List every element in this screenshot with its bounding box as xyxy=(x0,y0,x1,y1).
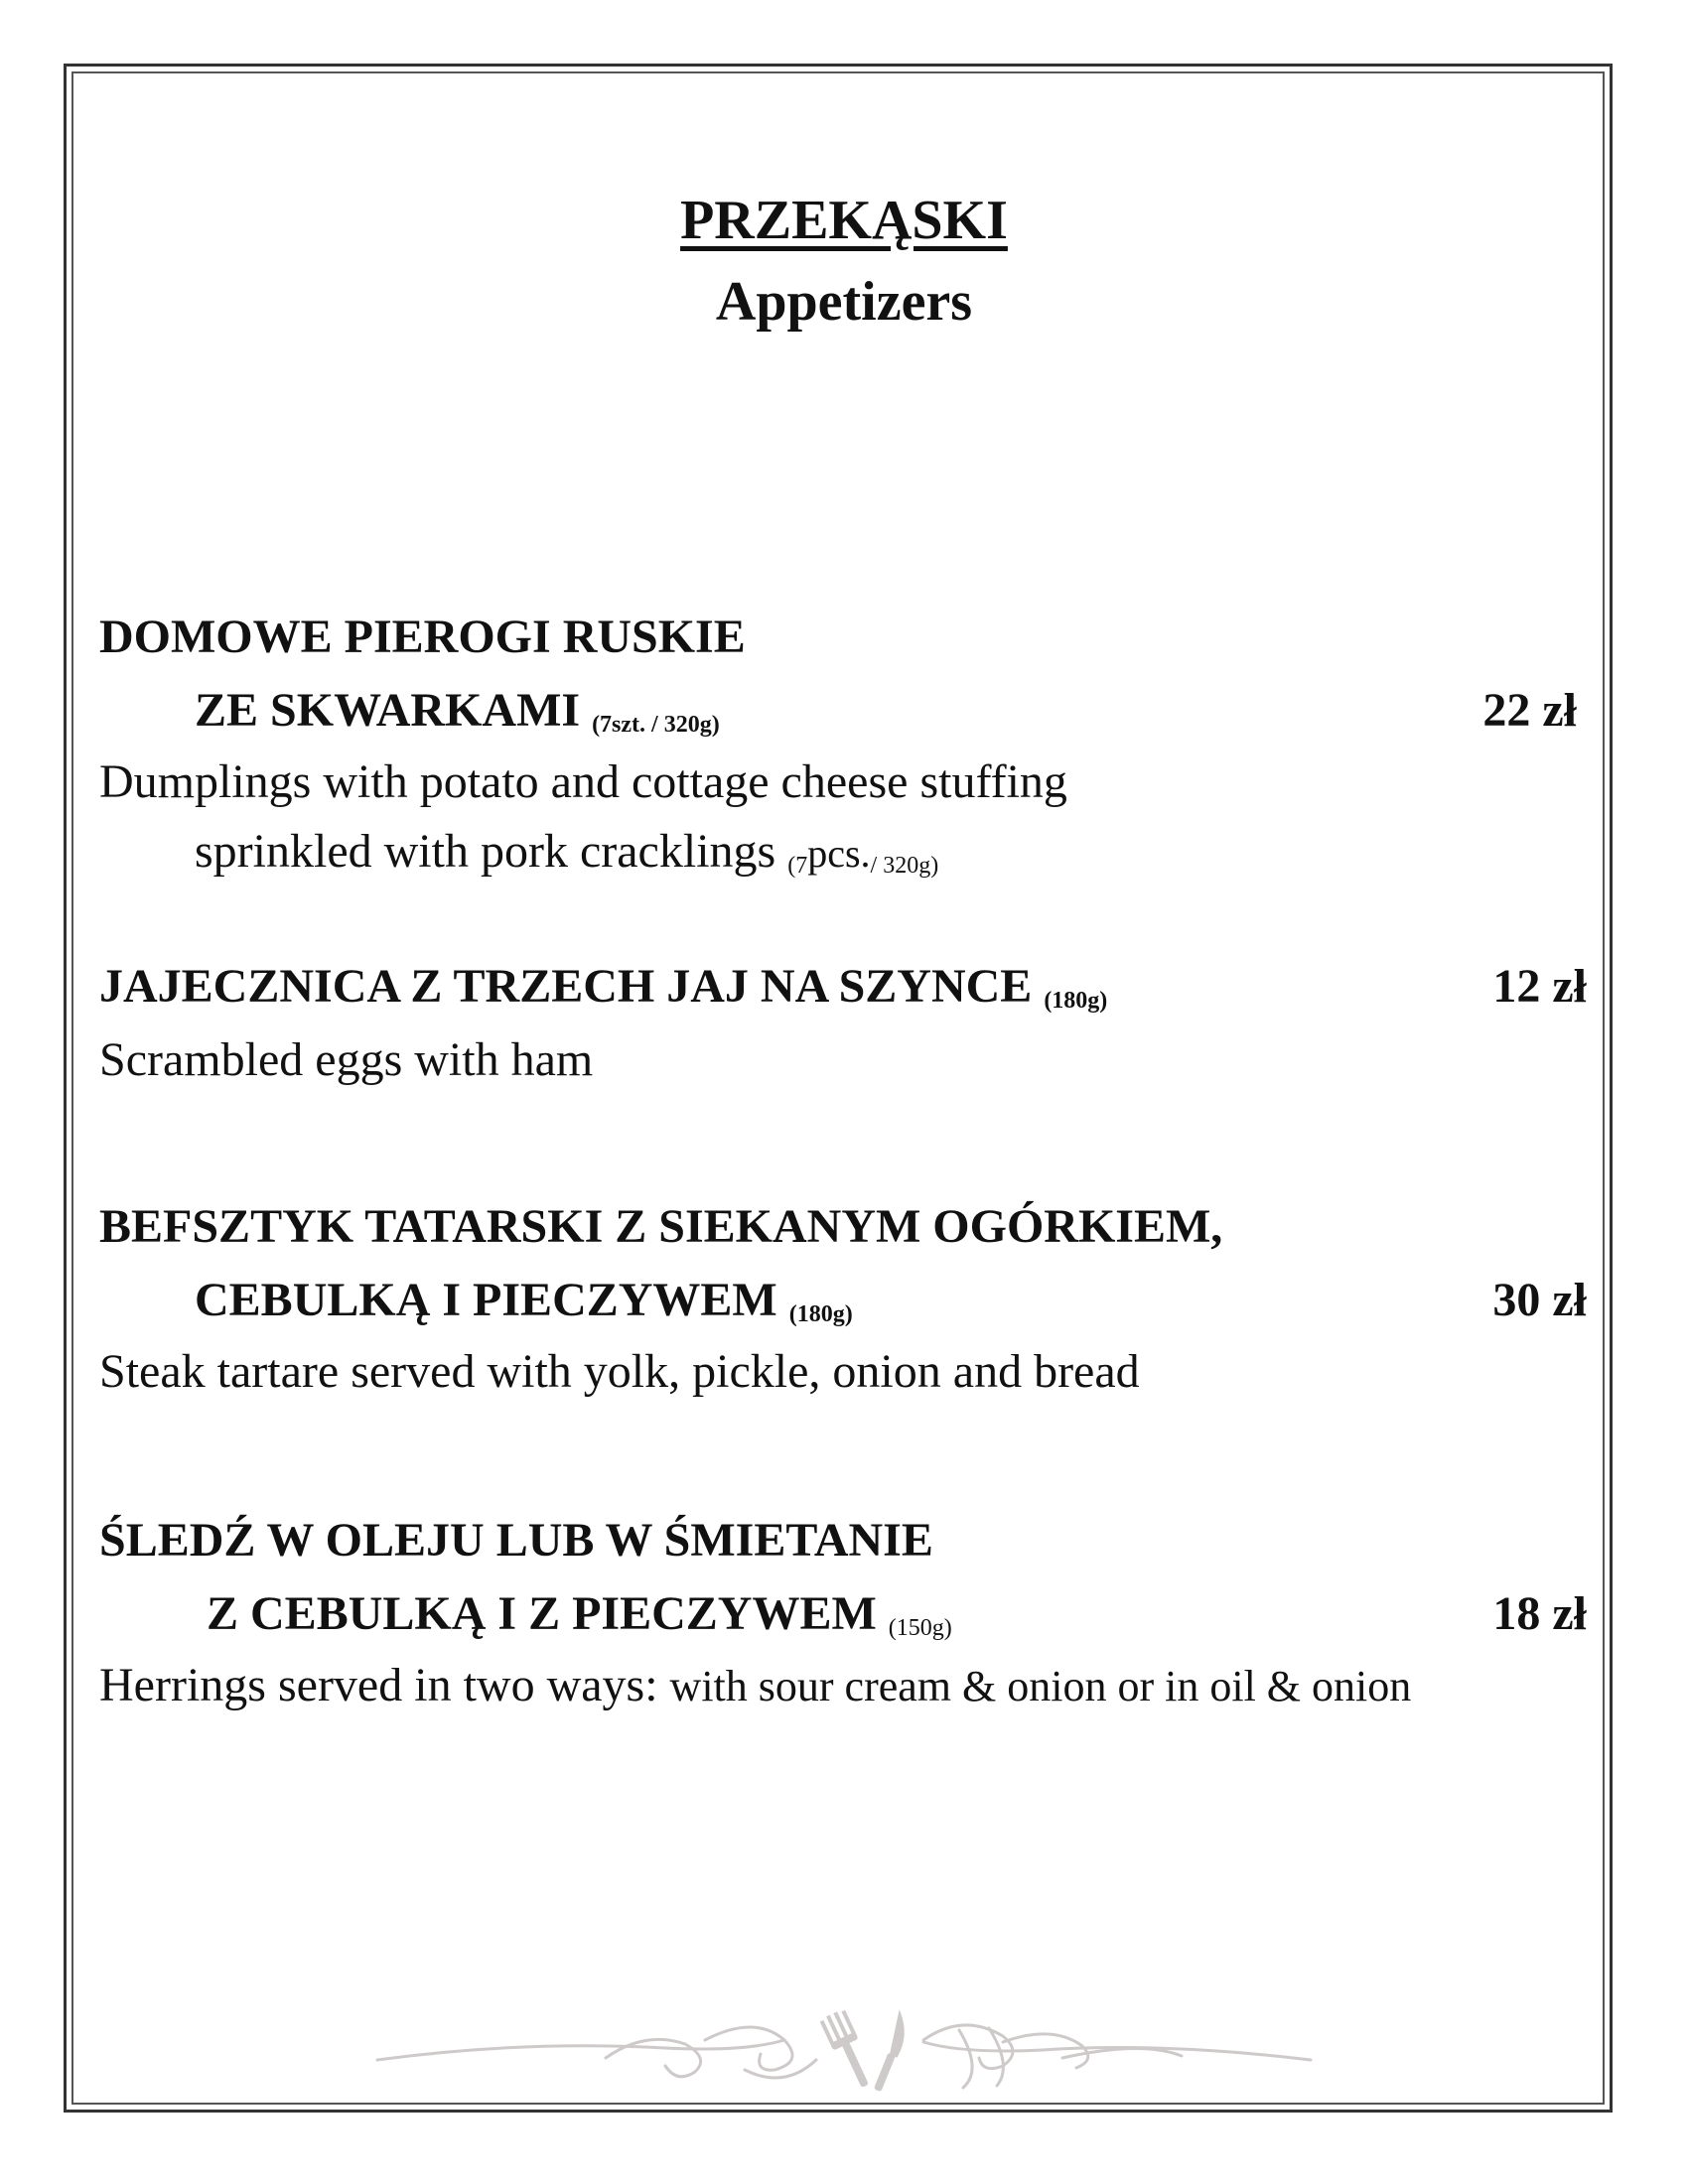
item-description-text-a: Herrings served in two ways: xyxy=(99,1659,670,1711)
item-description-line1: Scrambled eggs with ham xyxy=(99,1033,594,1086)
item-name-line2 xyxy=(195,1274,853,1327)
item-name-text: ZE SKWARKAMI xyxy=(195,684,581,737)
item-name-text: JAJECZNICA Z TRZECH JAJ NA SZYNCE xyxy=(99,960,1033,1013)
item-qty-post: / 320g) xyxy=(870,853,939,879)
item-qty-pre: (7 xyxy=(787,853,808,879)
item-name-line1 xyxy=(99,960,1108,1014)
item-description-line1 xyxy=(99,1659,1412,1711)
menu-section-subtitle: Appetizers xyxy=(715,271,973,333)
item-description-line2 xyxy=(195,825,939,879)
item-name-line1: BEFSZTYK TATARSKI Z SIEKANYM OGÓRKIEM, xyxy=(99,1200,1223,1253)
item-qty-mid: pcs. xyxy=(807,831,871,876)
item-name-text: CEBULKĄ I PIECZYWEM xyxy=(195,1274,777,1326)
item-weight: (7szt. / 320g) xyxy=(592,712,720,738)
item-description-text: sprinkled with pork cracklings xyxy=(195,825,776,878)
item-weight: (180g) xyxy=(1044,988,1108,1014)
item-name-line1: DOMOWE PIEROGI RUSKIE xyxy=(99,611,746,663)
item-weight: (150g) xyxy=(888,1615,952,1641)
item-weight: (180g) xyxy=(788,1301,853,1327)
page-border-inner xyxy=(71,71,1605,2105)
item-name-text: Z CEBULKĄ I Z PIECZYWEM xyxy=(207,1587,877,1640)
item-name-line2 xyxy=(195,684,720,738)
menu-section-title: PRZEKĄSKI xyxy=(680,190,1008,251)
item-price: 18 zł xyxy=(1492,1587,1587,1640)
item-name-line2 xyxy=(207,1587,952,1641)
item-description-line1: Steak tartare served with yolk, pickle, onion and bread xyxy=(99,1345,1140,1398)
item-price: 30 zł xyxy=(1492,1274,1587,1326)
item-price: 22 zł xyxy=(1482,684,1577,737)
item-description-line1: Dumplings with potato and cottage cheese stuffing xyxy=(99,755,1067,808)
item-name-line1: ŚLEDŹ W OLEJU LUB W ŚMIETANIE xyxy=(99,1514,933,1567)
item-description-text-b: with sour cream & onion or in oil & onion xyxy=(669,1662,1412,1710)
item-price: 12 zł xyxy=(1492,960,1587,1013)
fork-knife-ornament-icon xyxy=(367,2000,1321,2095)
